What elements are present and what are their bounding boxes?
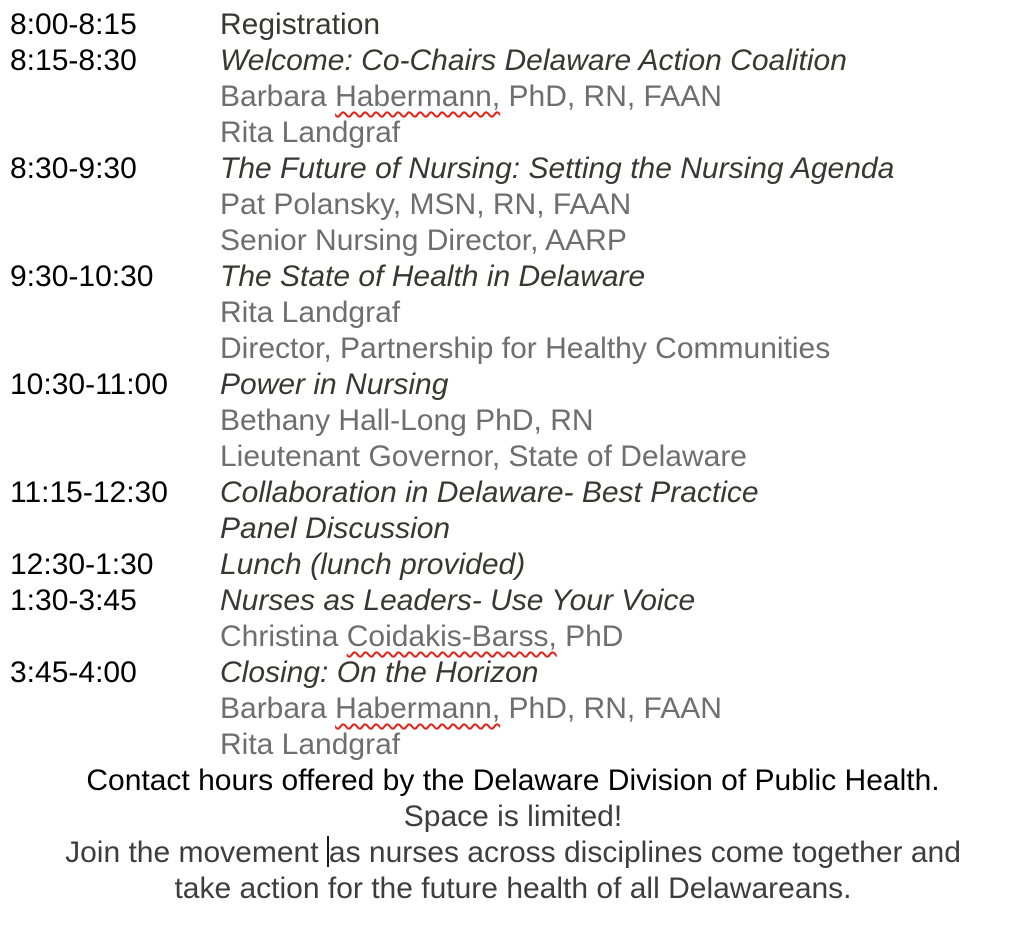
session-time[interactable]: 8:15-8:30 — [10, 44, 137, 77]
session-speaker-line[interactable] — [220, 439, 1026, 475]
agenda-row — [0, 655, 1026, 763]
text-segment: Space is limited! — [403, 800, 623, 833]
footer-line[interactable] — [0, 835, 1026, 871]
text-segment: Barbara — [220, 80, 336, 113]
agenda-row — [0, 43, 1026, 151]
text-segment: Bethany Hall-Long PhD, RN — [220, 404, 594, 437]
agenda-row — [0, 547, 1026, 583]
text-segment: Closing: On the Horizon — [220, 656, 539, 689]
session-speaker-line[interactable] — [220, 619, 1026, 655]
session-time[interactable]: 8:30-9:30 — [10, 152, 137, 185]
session-details — [220, 583, 1026, 655]
session-details — [220, 547, 1026, 583]
session-label-line[interactable] — [220, 7, 1026, 43]
session-speaker-line[interactable] — [220, 331, 1026, 367]
footer-notes — [0, 763, 1026, 907]
session-speaker-line[interactable] — [220, 727, 1026, 763]
text-segment: take action for the future health of all Delawareans. — [174, 872, 852, 905]
session-details — [220, 475, 1026, 547]
agenda-row — [0, 583, 1026, 655]
text-segment: The State of Health in Delaware — [220, 260, 646, 293]
session-time[interactable]: 12:30-1:30 — [10, 548, 154, 581]
session-title-line[interactable] — [220, 655, 1026, 691]
session-time[interactable]: 9:30-10:30 — [10, 260, 154, 293]
text-segment: Panel Discussion — [220, 512, 451, 545]
misspelled-word[interactable]: Coidakis-Barss, — [346, 620, 557, 653]
session-details — [220, 7, 1026, 43]
session-time[interactable]: 3:45-4:00 — [10, 656, 137, 689]
agenda-row — [0, 259, 1026, 367]
text-segment: PhD — [556, 620, 624, 653]
text-segment: Join the movement — [65, 836, 327, 869]
session-time[interactable]: 1:30-3:45 — [10, 584, 137, 617]
session-title-line[interactable] — [220, 259, 1026, 295]
text-segment: Lunch (lunch provided) — [220, 548, 526, 581]
footer-line[interactable] — [0, 763, 1026, 799]
session-speaker-line[interactable] — [220, 403, 1026, 439]
agenda-row — [0, 475, 1026, 547]
text-segment: Collaboration in Delaware- Best Practice — [220, 476, 759, 509]
text-segment: Rita Landgraf — [220, 728, 401, 761]
session-title-line[interactable] — [220, 367, 1026, 403]
text-segment: Rita Landgraf — [220, 296, 401, 329]
session-title-line[interactable] — [220, 43, 1026, 79]
session-time[interactable]: 8:00-8:15 — [10, 8, 137, 41]
session-title-line[interactable] — [220, 511, 1026, 547]
text-segment: PhD, RN, FAAN — [500, 80, 722, 113]
misspelled-word[interactable]: Habermann, — [335, 80, 501, 113]
text-segment: Nurses as Leaders- Use Your Voice — [220, 584, 696, 617]
session-title-line[interactable] — [220, 475, 1026, 511]
footer-line[interactable] — [0, 871, 1026, 907]
session-title-line[interactable] — [220, 151, 1026, 187]
misspelled-word[interactable]: Habermann, — [335, 692, 501, 725]
text-segment: Christina — [220, 620, 347, 653]
text-segment: Registration — [220, 8, 381, 41]
text-segment: Power in Nursing — [220, 368, 449, 401]
text-segment: Pat Polansky, MSN, RN, FAAN — [220, 188, 632, 221]
text-segment: Director, Partnership for Healthy Communities — [220, 332, 831, 365]
agenda-schedule — [0, 7, 1026, 763]
text-segment: The Future of Nursing: Setting the Nursing Agenda — [220, 152, 895, 185]
session-speaker-line[interactable] — [220, 295, 1026, 331]
text-segment: Lieutenant Governor, State of Delaware — [220, 440, 747, 473]
session-time[interactable]: 10:30-11:00 — [10, 368, 168, 401]
agenda-row — [0, 7, 1026, 43]
agenda-row — [0, 151, 1026, 259]
text-segment: Senior Nursing Director, AARP — [220, 224, 627, 257]
session-details — [220, 259, 1026, 367]
session-details — [220, 151, 1026, 259]
session-title-line[interactable] — [220, 583, 1026, 619]
text-segment: PhD, RN, FAAN — [500, 692, 722, 725]
session-speaker-line[interactable] — [220, 187, 1026, 223]
session-speaker-line[interactable] — [220, 79, 1026, 115]
agenda-row — [0, 367, 1026, 475]
session-speaker-line[interactable] — [220, 691, 1026, 727]
footer-line[interactable] — [0, 799, 1026, 835]
session-details — [220, 367, 1026, 475]
session-details — [220, 43, 1026, 151]
text-segment: as nurses across disciplines come together and — [328, 836, 961, 869]
session-speaker-line[interactable] — [220, 223, 1026, 259]
text-segment: Rita Landgraf — [220, 116, 401, 149]
session-title-line[interactable] — [220, 547, 1026, 583]
text-segment: Barbara — [220, 692, 336, 725]
text-segment: Contact hours offered by the Delaware Division of Public Health. — [86, 764, 940, 797]
text-segment: Welcome: Co-Chairs Delaware Action Coalition — [220, 44, 847, 77]
session-speaker-line[interactable] — [220, 115, 1026, 151]
session-details — [220, 655, 1026, 763]
session-time[interactable]: 11:15-12:30 — [10, 476, 168, 509]
